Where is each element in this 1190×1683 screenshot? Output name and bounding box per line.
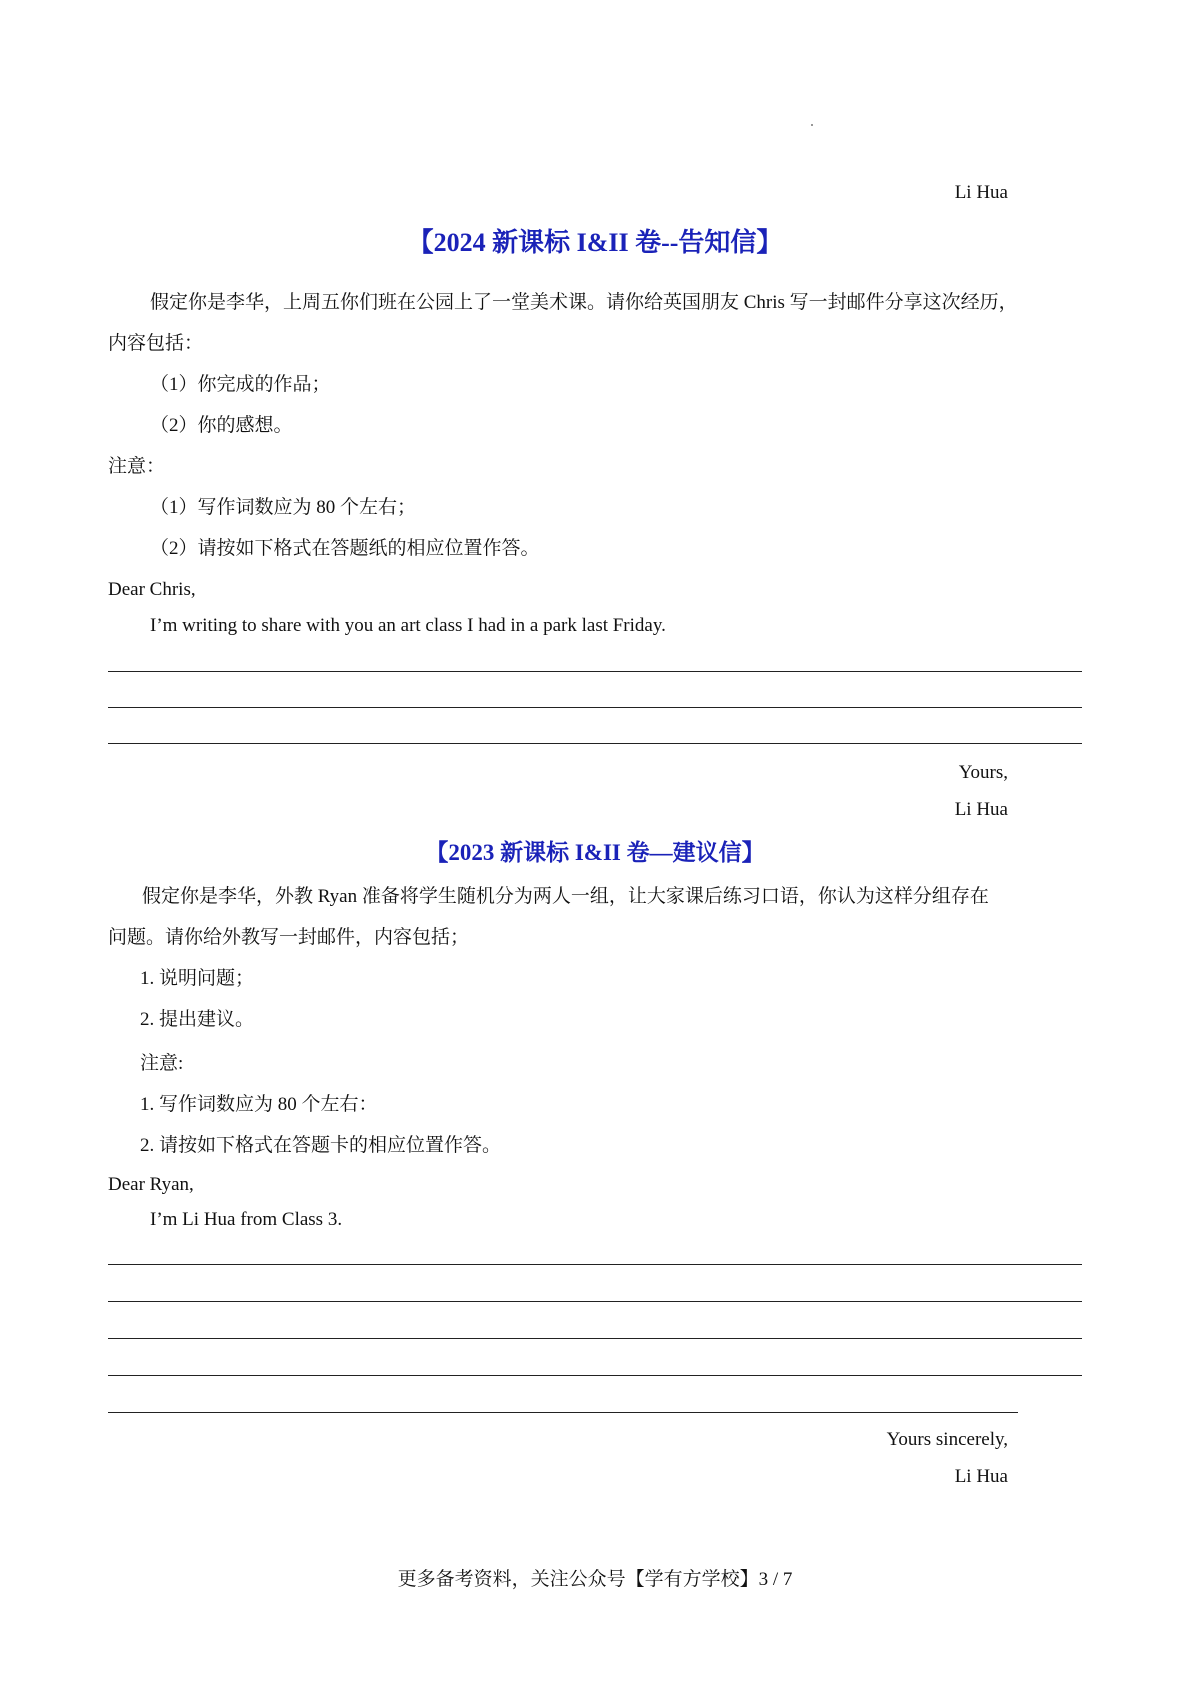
section2-note-1: 1. 写作词数应为 80 个左右： bbox=[140, 1094, 378, 1115]
section2-opening: I’m Li Hua from Class 3. bbox=[150, 1209, 343, 1230]
section2-intro-line2: 问题。请你给外教写一封邮件，内容包括； bbox=[108, 927, 470, 948]
section1-note-1: （1）写作词数应为 80 个左右； bbox=[150, 497, 417, 518]
section2-item-2: 2. 提出建议。 bbox=[140, 1009, 255, 1030]
scan-speck bbox=[811, 124, 813, 126]
section2-answer-line bbox=[108, 1301, 1082, 1302]
section2-note-2: 2. 请按如下格式在答题卡的相应位置作答。 bbox=[140, 1135, 502, 1156]
section1-title: 【2024 新课标 I&II 卷--告知信】 bbox=[407, 228, 783, 257]
section1-item-2: （2）你的感想。 bbox=[150, 415, 293, 436]
section1-answer-line bbox=[108, 743, 1082, 744]
page-footer: 更多备考资料，关注公众号【学有方学校】3 / 7 bbox=[397, 1569, 793, 1590]
section1-item-1: （1）你完成的作品； bbox=[150, 374, 331, 395]
section2-signature: Li Hua bbox=[954, 1466, 1008, 1487]
section1-intro-line2: 内容包括： bbox=[108, 333, 204, 354]
section2-answer-line bbox=[108, 1264, 1082, 1265]
section2-answer-line bbox=[108, 1412, 1018, 1413]
section2-title: 【2023 新课标 I&II 卷—建议信】 bbox=[425, 840, 765, 865]
section1-closing: Yours, bbox=[958, 762, 1008, 783]
section2-item-1: 1. 说明问题； bbox=[140, 968, 255, 989]
section1-signature: Li Hua bbox=[954, 799, 1008, 820]
section1-answer-line bbox=[108, 707, 1082, 708]
section1-opening: I’m writing to share with you an art class I had in a park last Friday. bbox=[150, 615, 666, 636]
section1-salutation: Dear Chris, bbox=[108, 579, 196, 600]
section2-answer-line bbox=[108, 1375, 1082, 1376]
section2-closing: Yours sincerely, bbox=[886, 1429, 1008, 1450]
section2-salutation: Dear Ryan, bbox=[108, 1174, 194, 1195]
previous-letter-signature: Li Hua bbox=[954, 182, 1008, 203]
section1-intro-line1: 假定你是李华，上周五你们班在公园上了一堂美术课。请你给英国朋友 Chris 写一封邮件分享这次经历， bbox=[150, 292, 1018, 313]
section1-note-2: （2）请按如下格式在答题纸的相应位置作答。 bbox=[150, 538, 540, 559]
section1-note-label: 注意： bbox=[108, 456, 166, 477]
section1-answer-line bbox=[108, 671, 1082, 672]
section2-answer-line bbox=[108, 1338, 1082, 1339]
section2-note-label: 注意: bbox=[140, 1053, 184, 1074]
section2-intro-line1: 假定你是李华，外教 Ryan 准备将学生随机分为两人一组，让大家课后练习口语，你认为这样分组存在 bbox=[142, 886, 989, 907]
